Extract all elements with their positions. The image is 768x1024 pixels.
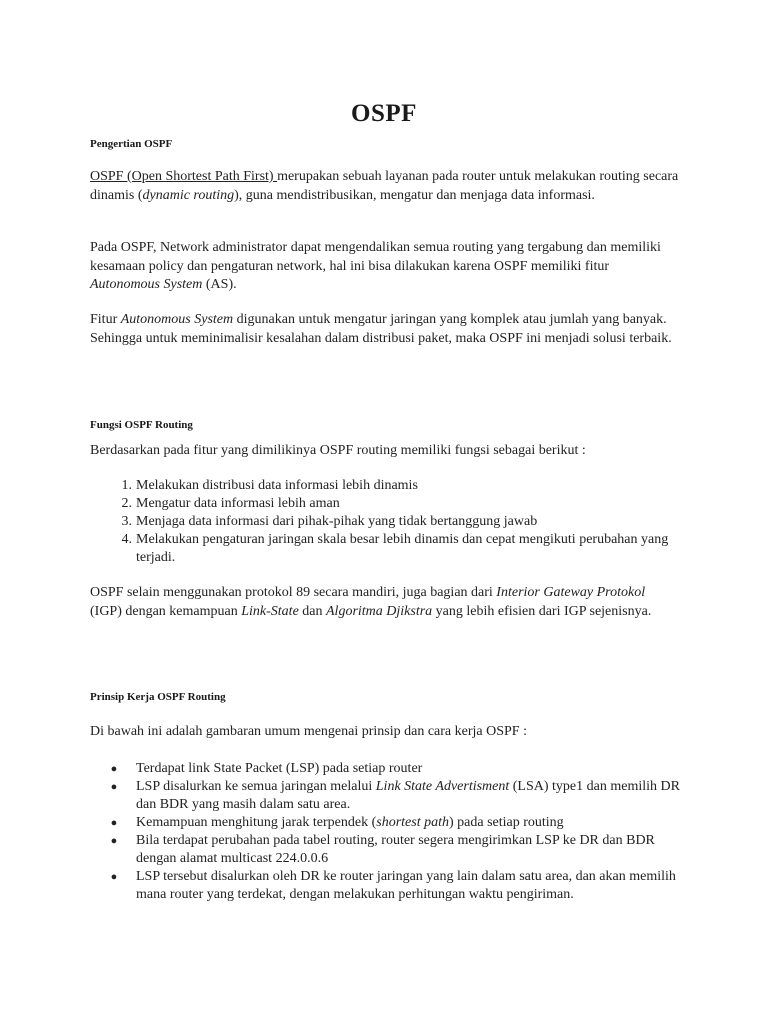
list-item-text: (LSA) type1 dan memilih DR dan BDR yang masih dalam satu area. [136, 779, 680, 812]
document-title: OSPF [351, 100, 417, 127]
list-item [90, 832, 690, 868]
list-item-text: Menjaga data informasi dari pihak-pihak yang tidak bertanggung jawab [136, 514, 538, 529]
list-item-text: Bila terdapat perubahan pada tabel routing, router segera mengirimkan LSP ke DR dan BDR dengan alamat multicast 224.0.0.6 [136, 833, 655, 866]
ospf-link-text[interactable]: OSPF (Open Shortest Path First) [90, 169, 278, 184]
list-item-text: Terdapat link State Packet (LSP) pada setiap router [136, 761, 423, 776]
heading-prinsip-kerja: Prinsip Kerja OSPF Routing [90, 691, 226, 703]
list-item [90, 778, 690, 814]
list-item-text: LSP disalurkan ke semua jaringan melalui [136, 779, 376, 794]
paragraph-prinsip-intro: Di bawah ini adalah gambaran umum mengenai prinsip dan cara kerja OSPF : [90, 724, 527, 739]
list-item [90, 531, 690, 567]
paragraph-autonomous-system [90, 311, 680, 348]
bullet-icon: ● [110, 763, 118, 775]
paragraph-network-admin [90, 239, 680, 295]
paragraph-text: (IGP) dengan kemampuan [90, 603, 242, 619]
list-item-text: ) pada setiap routing [448, 815, 564, 830]
list-item [90, 760, 690, 778]
paragraph-text: digunakan untuk mengatur jaringan yang komplek atau jumlah yang banyak. Sehingga untuk meminimalisir kesalahan dalam distribusi paket, maka OSPF ini menjadi solusi terbaik. [90, 312, 672, 346]
list-item-text: LSP tersebut disalurkan oleh DR ke router jaringan yang lain dalam satu area, dan akan memilih mana router yang terdekat, dengan melakukan perhitungan waktu pengiriman. [136, 869, 676, 902]
bullet-list-prinsip [90, 760, 690, 904]
paragraph-text: yang lebih efisien dari IGP sejenisnya. [432, 603, 652, 619]
emphasis-text: Algoritma Djikstra [326, 603, 433, 619]
paragraph-text: Fitur [90, 312, 121, 327]
list-item [90, 495, 690, 513]
list-marker: 1. [121, 478, 132, 493]
emphasis-text: Link-State [241, 603, 299, 619]
emphasis-text: shortest path [376, 815, 449, 830]
emphasis-text: Link State Advertisment [375, 779, 510, 794]
bullet-icon: ● [110, 817, 118, 829]
bullet-icon: ● [110, 871, 118, 883]
emphasis-text: Autonomous System [90, 277, 203, 292]
paragraph-text: dan [298, 603, 326, 619]
paragraph-fungsi-intro: Berdasarkan pada fitur yang dimilikinya OSPF routing memiliki fungsi sebagai berikut : [90, 443, 586, 458]
paragraph-text: merupakan sebuah layanan pada router untuk melakukan routing secara dinamis ( [90, 169, 679, 203]
paragraph-text: OSPF selain menggunakan protokol 89 secara mandiri, juga bagian dari [90, 585, 497, 600]
bullet-icon: ● [110, 781, 118, 793]
numbered-list-fungsi [90, 477, 690, 567]
paragraph-text: (AS). [202, 277, 237, 292]
bullet-icon: ● [110, 835, 118, 847]
emphasis-text: Autonomous System [120, 312, 234, 327]
list-item-text: Kemampuan menghitung jarak terpendek ( [136, 815, 377, 830]
list-item [90, 477, 690, 495]
emphasis-text: Interior Gateway Protokol [496, 585, 646, 600]
list-item [90, 868, 690, 904]
list-marker: 3. [121, 514, 132, 529]
list-marker: 2. [121, 496, 132, 511]
list-item [90, 513, 690, 531]
paragraph-text: Pada OSPF, Network administrator dapat mengendalikan semua routing yang tergabung dan memiliki kesamaan policy dan pengaturan network, hal ini bisa dilakukan karena OSPF memiliki fitur [90, 240, 661, 274]
list-item-text: Mengatur data informasi lebih aman [136, 496, 340, 511]
heading-pengertian-ospf: Pengertian OSPF [90, 138, 173, 150]
list-marker: 4. [121, 532, 132, 547]
list-item [90, 814, 690, 832]
paragraph-text: ), guna mendistribusikan, mengatur dan menjaga data informasi. [234, 187, 595, 203]
heading-fungsi-ospf-routing: Fungsi OSPF Routing [90, 419, 193, 431]
list-item-text: Melakukan pengaturan jaringan skala besar lebih dinamis dan cepat mengikuti perubahan yang terjadi. [136, 532, 669, 565]
list-item-text: Melakukan distribusi data informasi lebih dinamis [136, 478, 418, 493]
emphasis-text: dynamic routing [142, 187, 235, 203]
paragraph-definition [90, 168, 680, 205]
paragraph-igp [90, 584, 680, 621]
